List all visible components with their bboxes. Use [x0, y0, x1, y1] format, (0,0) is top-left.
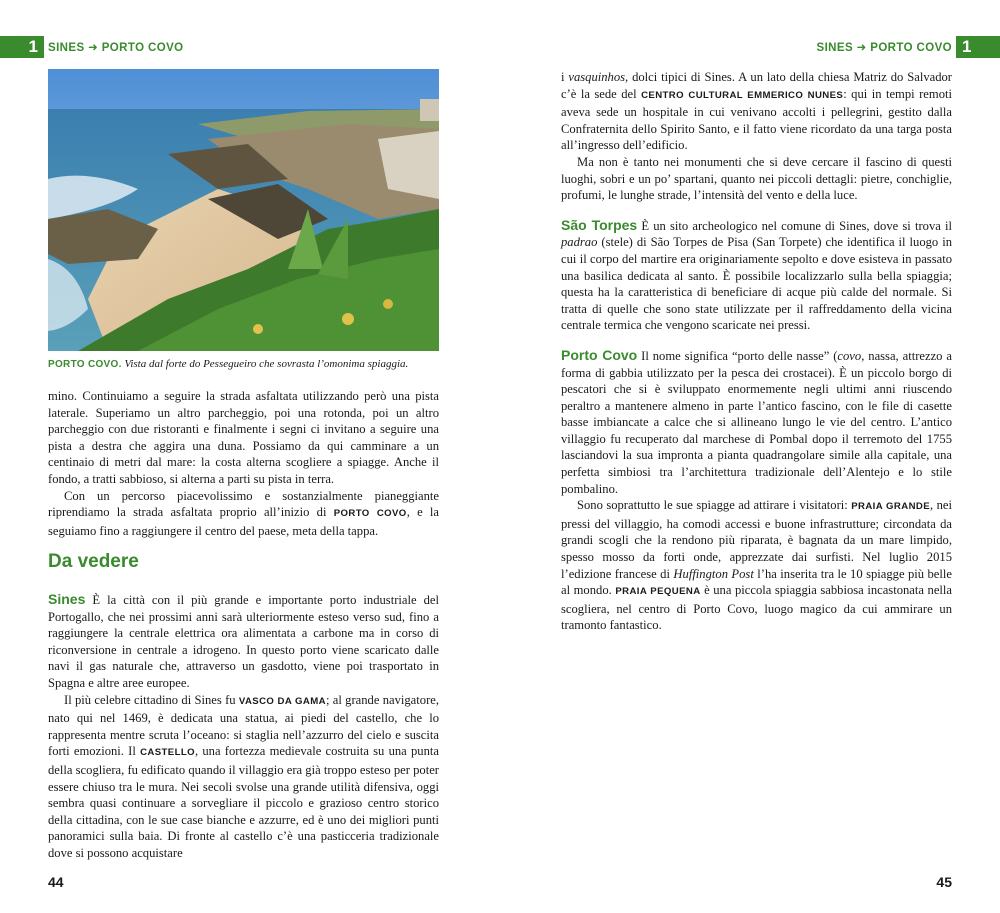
- right-column: [561, 69, 952, 634]
- chapter-tab-left: [0, 36, 44, 58]
- page-number-left: 44: [48, 874, 64, 890]
- left-column-top: [48, 388, 439, 539]
- left-column-bottom: [48, 591, 439, 862]
- running-title-right: SINES ➜ PORTO COVO: [816, 42, 952, 54]
- paragraph-porto-covo: Porto Covo Il nome significa “porto delle nasse” (covo, nassa, attrezzo a forma di gabbia utilizzato per la pesca dei crostacei). È un piccolo borgo di pescatori che si è sviluppato enormemente negli ultimi anni riuscendo peraltro a mantenere almeno in parte l’antico fascino, con le file di casette basse imbiancate a calce che si allineano lungo le vie del centro. L’antico villaggio fu recuperato dal marchese di Pombal dopo il terremoto del 1755 lasciandovi la sua impronta a pianta quadrangolare simile alla capitale, una perfetta simbiosi tra l’architettura tradizionale dell’Alentejo e lo stile pombalino.: [561, 346, 952, 496]
- highlight-praia-grande: PRAIA GRANDE: [851, 501, 931, 513]
- caption-text: Vista dal forte do Pessegueiro che sovrasta l’omonima spiaggia.: [124, 358, 409, 370]
- paragraph-vasco-da-gama: Il più celebre cittadino di Sines fu VASCO DA GAMA; al grande navigatore, nato qui nel 1469, è dedicata una statua, ai piedi del castello, che lo rappresenta mentre scruta l’oceano: si staglia nell’azzurro del cielo e suscita forti emozioni. Il CASTELLO, una fortezza medievale costruita su una punta della scogliera, fu edificato quando il villaggio era già troppo esteso per poter essere chiuso tra le mura. Nei secoli svolse una grande utilità difensiva, oggi sembra quasi continuare a sorvegliare il piccolo e grazioso centro storico della cittadina, con le sue case bianche e azzurre, ed è uno dei migliori punti panoramici sulla baia. Di fronte al castello c’è una pasticceria tradizionale dove si possono acquistare: [48, 692, 440, 860]
- chapter-number-left: 1: [28, 37, 38, 56]
- highlight-praia-pequena: PRAIA PEQUENA: [615, 586, 701, 598]
- running-title-left: SINES ➜ PORTO COVO: [48, 42, 184, 54]
- highlight-porto-covo: PORTO COVO: [333, 508, 407, 520]
- caption-lead: PORTO COVO.: [48, 359, 122, 370]
- paragraph-porto-covo-route: Con un percorso piacevolissimo e sostanzialmente pianeggiante riprendiamo la strada asfaltata proprio all’inizio di PORTO COVO, e la seguiamo fino a raggiungere il centro del paese, meta della tappa.: [48, 488, 440, 538]
- lead-porto-covo: Porto Covo: [561, 346, 638, 363]
- coast-photo: [48, 69, 439, 351]
- page-number-right: 45: [936, 874, 952, 890]
- paragraph-sao-torpes: São Torpes È un sito archeologico nel comune di Sines, dove si trova il padrao (stele) di São Torpes de Pisa (San Torpete) che identifica il luogo in cui il corpo del martire era originariamente sepolto e dove esisteva in passato una basilica dedicata al santo. È possibile localizzarlo sulla bella spiaggia; questa ha la caratteristica di beneficiare di acque più calde del normale. Si tratta di quelle che sono state utilizzate per il raffreddamento della vicina centrale termica che vengono scaricate nei pressi.: [561, 216, 953, 333]
- lead-sines: Sines: [48, 591, 86, 607]
- lead-sao-torpes: São Torpes: [561, 216, 638, 233]
- highlight-castello: CASTELLO: [140, 747, 195, 759]
- section-title: Da vedere: [48, 551, 139, 572]
- chapter-tab-right: [956, 36, 1000, 58]
- paragraph-spiagge: Sono soprattutto le sue spiagge ad attirare i visitatori: PRAIA GRANDE, nei pressi del villaggio, ha comodi accessi e buone infrastrutture; circondata da grandi scogli che la rendono più riparata, è bagnata da un mare limpido, spesso mosso da forti onde, apprezzate dai surfisti. Nel luglio 2015 l’edizione francese di Huffington Post l’ha inserita tra le 10 spiagge più belle al mondo. PRAIA PEQUENA è una piccola spiaggia sabbiosa incastonata nella scogliera, nel centro di Porto Covo, luogo magico da cui ammirare un tramonto fantastico.: [561, 498, 952, 633]
- chapter-number-right: 1: [962, 37, 972, 56]
- paragraph-sines: Sines È la città con il più grande e importante porto industriale del Portogallo, che nei prossimi anni sarà ulteriormente esteso verso sud, fino a raggiungere la centrale elettrica ora alimentata a carbone ma in corso di riconversione in centrale a idrogeno. In questo porto viene scaricato dalle navi il gas naturale che, attraverso un gasdotto, viene poi trasportato in Spagna e altre aree europee.: [48, 591, 439, 690]
- highlight-vasco-da-gama: VASCO DA GAMA: [238, 695, 326, 707]
- photo-caption: [48, 357, 443, 372]
- paragraph-vasquinhos: i vasquinhos, dolci tipici di Sines. A un lato della chiesa Matriz do Salvador c’è la sede del CENTRO CULTURAL EMMERICO NUNES: qui in tempi remoti aveva sede un hospitale in cui venivano accolti i pellegrini, gestito dalla Confraternita dello Spirito Santo, e il fatto viene ricordato da una targa posta all’ingresso dell’edificio.: [561, 70, 952, 153]
- paragraph-continuation: mino. Continuiamo a seguire la strada asfaltata utilizzando però una pista laterale. Superiamo un altro parcheggio, poi una rotonda, poi un altro parcheggio con due ristoranti e finalmente i segni ci invitano a seguire una pista a destra che aggira una duna. Possiamo da qui camminare a un centinaio di metri dal mare: la costa alterna scogliere a spiagge. Anche il fondo, a tratti sabbioso, si alterna a parti su pista in terra.: [48, 389, 439, 486]
- paragraph-fascino: Ma non è tanto nei monumenti che si deve cercare il fascino di questi luoghi, sobri e un po’ spartani, quanto nei piccoli dettagli: pietre, conchiglie, profumi, le lunghe strade, l’intensità del vento e della luce.: [561, 154, 952, 203]
- highlight-centro-cultural: CENTRO CULTURAL EMMERICO NUNES: [641, 89, 844, 101]
